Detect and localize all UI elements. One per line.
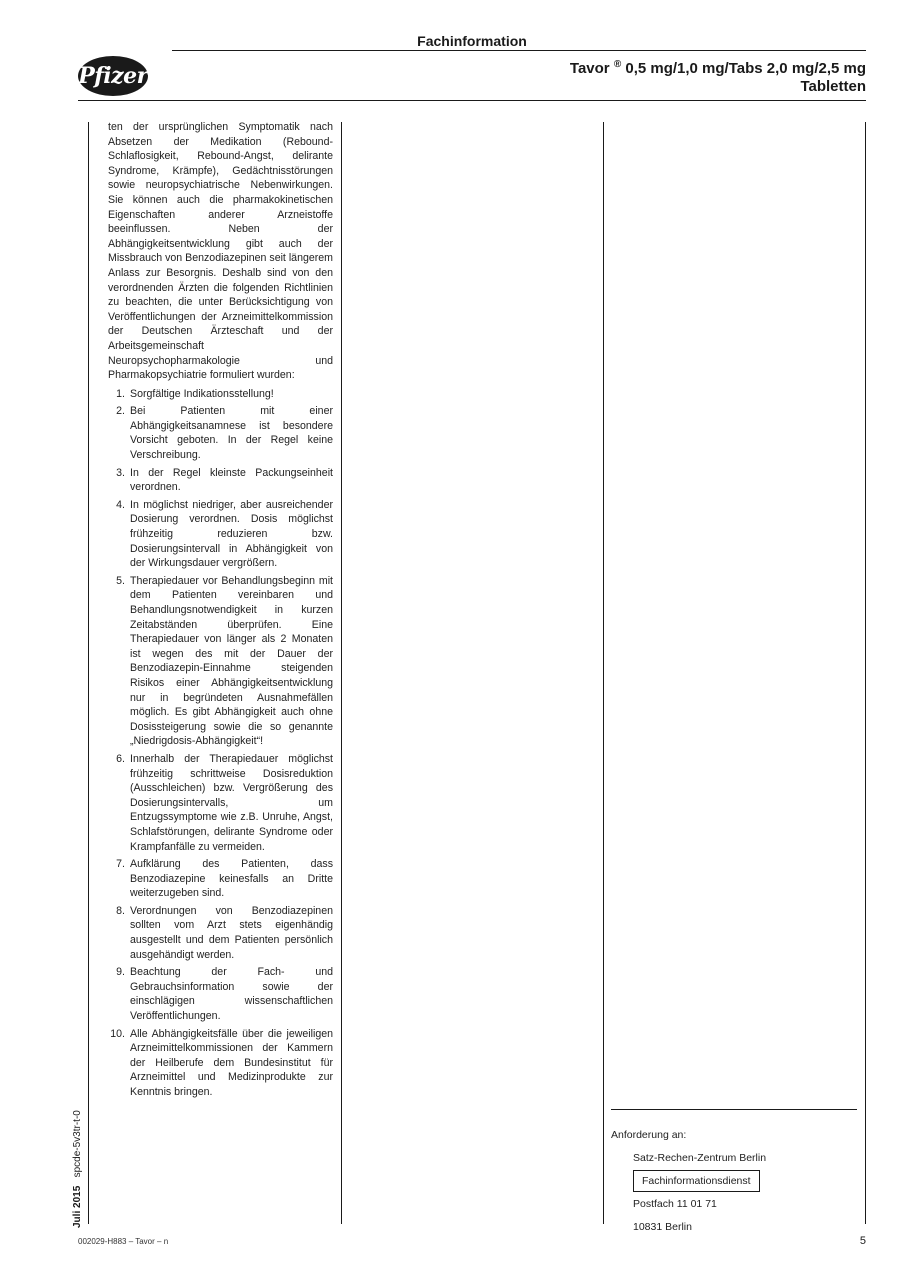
main-text-column <box>108 120 333 1103</box>
list-item: 10. Alle Abhängigkeitsfälle über die jeweiligen Arzneimittelkommissionen der Kammern der Heilberufe dem Bundesinstitut für Arzneimittel und Medizinprodukte zur Kenntnis bringen. <box>110 1027 333 1098</box>
list-item: 9. Beachtung der Fach- und Gebrauchsinformation sowie der einschlägigen wissenschaftlichen Veröffentlichungen. <box>116 966 333 1023</box>
column-rule-2 <box>603 122 604 1224</box>
page-number: 5 <box>859 1235 866 1247</box>
order-city: 10831 Berlin <box>633 1221 692 1233</box>
list-item: 7. Aufklärung des Patienten, dass Benzodiazepine keinesfalls an Dritte weiterzugeben sind. <box>116 858 333 900</box>
order-boxed-label: Fachinformationsdienst <box>633 1170 760 1192</box>
side-note <box>72 1110 83 1228</box>
header-top-rule <box>172 50 866 51</box>
intro-paragraph: ten der ursprünglichen Symptomatik nach Absetzen der Medikation (Rebound-Schlaflosigkeit, Rebound-Angst, delirante Syndrome, Krämpfe), Gedächtnisstörungen sowie neuropsychiatrische Nebenwirkungen. Sie können auch die pharmakokinetischen Eigenschaften anderer Arzneistoffe beeinflussen. Neben der Abhängigkeitsentwicklung gibt auch der Missbrauch von Benzodiazepinen seit längerem Anlass zur Besorgnis. Deshalb sind von den verordnenden Ärzten die folgenden Richtlinien zu beachten, die unter Berücksichtigung von Veröffentlichungen der Arzneimittelkommission der Deutschen Ärzteschaft und der Arbeitsgemeinschaft Neuropsychopharmakologie und Pharmakopsychiatrie formuliert wurden: <box>108 121 333 382</box>
product-title-line2: Tabletten <box>800 78 866 95</box>
list-item: 1. Sorgfältige Indikationsstellung! <box>116 387 274 400</box>
guidelines-list <box>108 387 333 1100</box>
order-block <box>611 1124 766 1239</box>
order-postfach: Postfach 11 01 71 <box>633 1198 717 1210</box>
section-title: Fachinformation <box>417 33 527 49</box>
list-item: 4. In möglichst niedriger, aber ausreichender Dosierung verordnen. Dosis möglichst frühzeitig reduzieren bzw. Dosierungsintervall in Abhängigkeit von der Wirkungsdauer vergrößern. <box>116 498 333 570</box>
column-rule-1 <box>341 122 342 1224</box>
order-label: Anforderung an: <box>611 1129 687 1141</box>
order-line1: Satz-Rechen-Zentrum Berlin <box>633 1152 767 1164</box>
pfizer-logo <box>78 56 148 96</box>
product-title <box>570 56 866 96</box>
side-date: Juli 2015 <box>72 1185 83 1228</box>
column-rule-right <box>865 122 866 1224</box>
list-item: 3. In der Regel kleinste Packungseinheit verordnen. <box>116 466 333 494</box>
side-code: spcde-5v3tr-t-0 <box>72 1110 83 1178</box>
list-item: 6. Innerhalb der Therapiedauer möglichst frühzeitig schrittweise Dosisreduktion (Ausschleichen) bzw. Vergrößerung des Dosierungsintervalls, um Entzugssymptome wie z.B. Unruhe, Angst, Schlafstörungen, delirante Syndrome oder Krampfanfälle zu vermeiden. <box>116 752 333 853</box>
header-bottom-rule <box>78 100 866 101</box>
order-rule <box>611 1109 857 1110</box>
footer-doc-code: 002029-H883 – Tavor – n <box>78 1237 169 1246</box>
list-item: 8. Verordnungen von Benzodiazepinen sollten vom Arzt stets eigenhändig ausgestellt und dem Patienten persönlich ausgehändigt werden. <box>116 904 333 961</box>
column-rule-left <box>88 122 89 1224</box>
list-item: 5. Therapiedauer vor Behandlungsbeginn mit dem Patienten vereinbaren und Behandlungsnotwendigkeit in kurzen Zeitabständen überprüfen. Eine Therapiedauer von länger als 2 Monaten ist wegen des mit der Dauer der Benzodiazepin-Einnahme steigenden Risikos einer Abhängigkeitsentwicklung nur in begründeten Ausnahmefällen möglich. Es gibt Abhängigkeit auch ohne Dosissteigerung sowie die so genannte „Niedrigdosis-Abhängigkeit“! <box>116 574 333 748</box>
order-box-wrap <box>611 1170 766 1193</box>
product-title-line1: Tavor ® 0,5 mg/1,0 mg/Tabs 2,0 mg/2,5 mg <box>569 59 866 77</box>
logo-text: Pfizer <box>78 63 148 89</box>
list-item: 2. Bei Patienten mit einer Abhängigkeitsanamnese ist besondere Vorsicht geboten. In der Regel keine Verschreibung. <box>116 405 333 462</box>
